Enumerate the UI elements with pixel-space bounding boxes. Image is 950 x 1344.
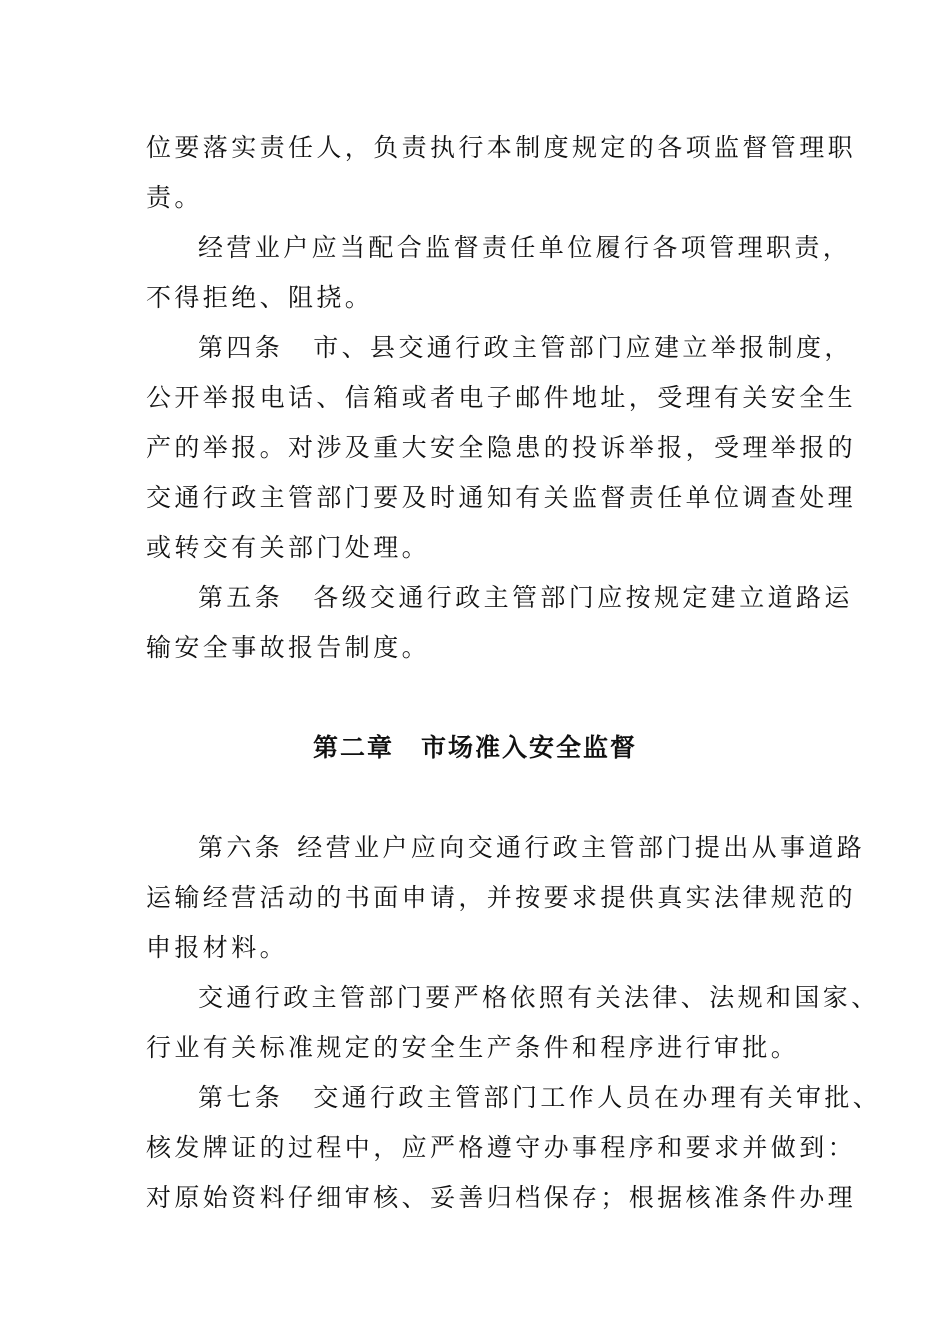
paragraph-line: 责。 xyxy=(146,183,203,212)
paragraph-line: 核发牌证的过程中，应严格遵守办事程序和要求并做到： xyxy=(146,1133,857,1162)
paragraph-line: 交通行政主管部门要及时通知有关监督责任单位调查处理 xyxy=(146,483,857,512)
paragraph-line: 产的举报。对涉及重大安全隐患的投诉举报，受理举报的 xyxy=(146,433,857,462)
paragraph-line: 位要落实责任人，负责执行本制度规定的各项监督管理职 xyxy=(146,133,857,162)
chapter-heading: 第二章 市场准入安全监督 xyxy=(312,733,637,762)
paragraph-line: 或转交有关部门处理。 xyxy=(146,533,431,562)
article-7-label: 第七条 xyxy=(198,1083,284,1112)
paragraph-line: 公开举报电话、信箱或者电子邮件地址，受理有关安全生 xyxy=(146,383,857,412)
article-4-text: 市、县交通行政主管部门应建立举报制度， xyxy=(313,333,853,362)
article-5-first-line xyxy=(198,581,878,615)
article-5-label: 第五条 xyxy=(198,583,284,612)
paragraph-line: 输安全事故报告制度。 xyxy=(146,633,431,662)
paragraph-line: 经营业户应当配合监督责任单位履行各项管理职责， xyxy=(198,233,852,262)
paragraph-line: 申报材料。 xyxy=(146,933,289,962)
article-7-text: 交通行政主管部门工作人员在办理有关审批、 xyxy=(313,1083,882,1112)
article-7-first-line xyxy=(198,1081,882,1115)
paragraph-line: 交通行政主管部门要严格依照有关法律、法规和国家、 xyxy=(198,983,880,1012)
article-6-first-line xyxy=(198,831,878,865)
paragraph-line: 对原始资料仔细审核、妥善归档保存；根据核准条件办理 xyxy=(146,1183,857,1212)
article-4-first-line xyxy=(198,331,878,365)
article-6-text: 经营业户应向交通行政主管部门提出从事道路 xyxy=(297,833,866,862)
paragraph-line: 运输经营活动的书面申请，并按要求提供真实法律规范的 xyxy=(146,883,857,912)
paragraph-line: 不得拒绝、阻挠。 xyxy=(146,283,374,312)
paragraph-line: 行业有关标准规定的安全生产条件和程序进行审批。 xyxy=(146,1033,800,1062)
article-6-label: 第六条 xyxy=(198,833,284,862)
article-5-text: 各级交通行政主管部门应按规定建立道路运 xyxy=(313,583,853,612)
article-4-label: 第四条 xyxy=(198,333,284,362)
